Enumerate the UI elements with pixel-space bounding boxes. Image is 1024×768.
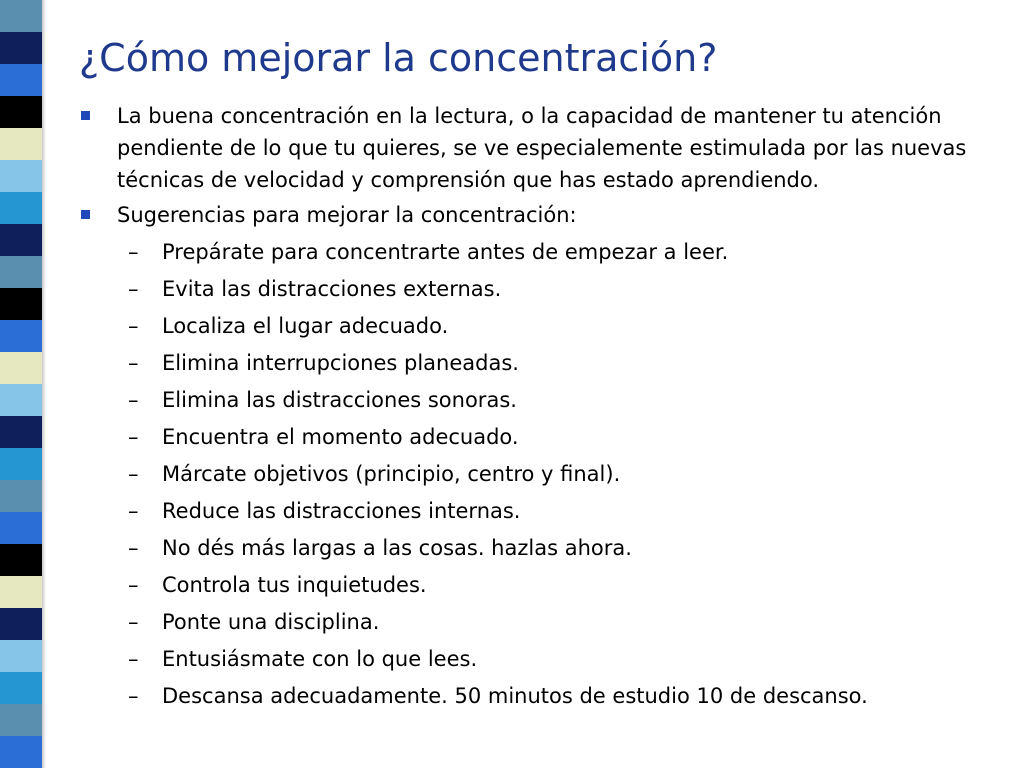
list-item-text: Reduce las distracciones internas. <box>162 499 521 523</box>
suggestions-heading: Sugerencias para mejorar la concentración: <box>117 203 577 227</box>
stripe-block <box>0 128 42 160</box>
stripe-block <box>0 640 42 672</box>
list-item <box>80 530 1010 567</box>
stripe-block <box>0 512 42 544</box>
slide-body <box>80 100 1010 715</box>
bullet-item-intro <box>80 100 1010 196</box>
intro-text: La buena concentración en la lectura, o la capacidad de mantener tu atención pendiente de lo que tu quieres, se ve especialemente estimulada por las nuevas técnicas de velocidad y comprensión que has estado aprendiendo. <box>117 104 967 192</box>
dash-bullet: – <box>128 351 139 375</box>
dash-bullet: – <box>128 647 139 671</box>
stripe-block <box>0 0 42 32</box>
stripe-block <box>0 352 42 384</box>
suggestions-list <box>80 234 1010 715</box>
dash-bullet: – <box>128 536 139 560</box>
bullet-item-suggestions <box>80 199 1010 231</box>
list-item-text: Encuentra el momento adecuado. <box>162 425 519 449</box>
list-item-text: Elimina las distracciones sonoras. <box>162 388 517 412</box>
stripe-block <box>0 672 42 704</box>
decorative-stripe-bar <box>0 0 42 768</box>
dash-bullet: – <box>128 462 139 486</box>
dash-bullet: – <box>128 425 139 449</box>
list-item <box>80 678 1010 715</box>
list-item-text: Entusiásmate con lo que lees. <box>162 647 478 671</box>
stripe-block <box>0 608 42 640</box>
stripe-block <box>0 32 42 64</box>
dash-bullet: – <box>128 240 139 264</box>
stripe-block <box>0 160 42 192</box>
list-item-text: Evita las distracciones externas. <box>162 277 502 301</box>
stripe-block <box>0 416 42 448</box>
stripe-block <box>0 256 42 288</box>
square-bullet-icon <box>81 111 90 120</box>
dash-bullet: – <box>128 684 139 708</box>
dash-bullet: – <box>128 314 139 338</box>
dash-bullet: – <box>128 610 139 634</box>
list-item <box>80 604 1010 641</box>
list-item-text: Localiza el lugar adecuado. <box>162 314 449 338</box>
list-item <box>80 271 1010 308</box>
list-item <box>80 234 1010 271</box>
list-item <box>80 493 1010 530</box>
list-item <box>80 419 1010 456</box>
stripe-block <box>0 64 42 96</box>
list-item-text: Elimina interrupciones planeadas. <box>162 351 519 375</box>
list-item-text: Controla tus inquietudes. <box>162 573 427 597</box>
list-item-text: Márcate objetivos (principio, centro y final). <box>162 462 621 486</box>
dash-bullet: – <box>128 573 139 597</box>
list-item <box>80 382 1010 419</box>
stripe-block <box>0 480 42 512</box>
list-item-text: No dés más largas a las cosas. hazlas ahora. <box>162 536 632 560</box>
stripe-block <box>0 704 42 736</box>
list-item <box>80 641 1010 678</box>
stripe-block <box>0 320 42 352</box>
stripe-block <box>0 576 42 608</box>
stripe-block <box>0 384 42 416</box>
list-item <box>80 308 1010 345</box>
stripe-block <box>0 544 42 576</box>
list-item-text: Prepárate para concentrarte antes de empezar a leer. <box>162 240 729 264</box>
dash-bullet: – <box>128 277 139 301</box>
stripe-shadow <box>42 0 46 768</box>
stripe-block <box>0 96 42 128</box>
list-item <box>80 567 1010 604</box>
slide-title: ¿Cómo mejorar la concentración? <box>79 36 718 80</box>
stripe-block <box>0 448 42 480</box>
dash-bullet: – <box>128 499 139 523</box>
list-item-text: Descansa adecuadamente. 50 minutos de estudio 10 de descanso. <box>162 684 868 708</box>
stripe-block <box>0 288 42 320</box>
dash-bullet: – <box>128 388 139 412</box>
stripe-block <box>0 192 42 224</box>
list-item-text: Ponte una disciplina. <box>162 610 380 634</box>
list-item <box>80 456 1010 493</box>
stripe-block <box>0 224 42 256</box>
list-item <box>80 345 1010 382</box>
square-bullet-icon <box>81 210 90 219</box>
stripe-block <box>0 736 42 768</box>
